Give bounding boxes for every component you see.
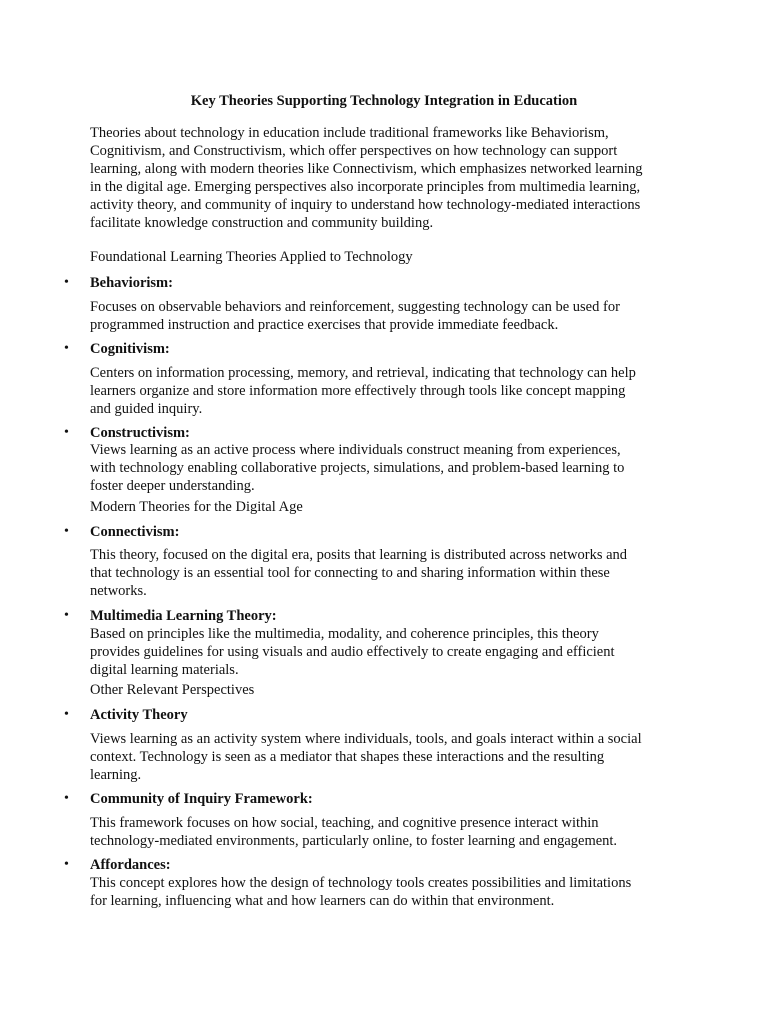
body-line: digital learning materials. xyxy=(90,662,239,678)
body-line: learning. xyxy=(90,767,142,783)
item-heading-cognitivism: Cognitivism: xyxy=(90,341,170,357)
section-heading-modern: Modern Theories for the Digital Age xyxy=(90,499,303,515)
item-body-activity-theory xyxy=(90,730,680,784)
body-line: networks. xyxy=(90,583,147,599)
bullet-icon: • xyxy=(64,341,69,356)
intro-line: Cognitivism, and Constructivism, which offer perspectives on how technology can support xyxy=(90,143,618,159)
intro-line: facilitate knowledge construction and community building. xyxy=(90,215,434,231)
section-heading-other: Other Relevant Perspectives xyxy=(90,682,255,698)
intro-line: in the digital age. Emerging perspectives also incorporate principles from multimedia learning, xyxy=(90,179,641,195)
body-line: Centers on information processing, memory, and retrieval, indicating that technology can help xyxy=(90,365,636,381)
body-line: foster deeper understanding. xyxy=(90,478,255,494)
body-line: Based on principles like the multimedia, modality, and coherence principles, this theory xyxy=(90,626,599,642)
item-heading-activity-theory: Activity Theory xyxy=(90,707,188,723)
document-title: Key Theories Supporting Technology Integration in Education xyxy=(190,93,578,109)
body-line: with technology enabling collaborative projects, simulations, and problem-based learning to xyxy=(90,460,625,476)
body-line: learners organize and store information more effectively through tools like concept mapping xyxy=(90,383,626,399)
body-line: Focuses on observable behaviors and reinforcement, suggesting technology can be used for xyxy=(90,299,620,315)
item-body-cognitivism xyxy=(90,364,680,418)
body-line: provides guidelines for using visuals and audio effectively to create engaging and efficient xyxy=(90,644,615,660)
section-heading-foundational: Foundational Learning Theories Applied to Technology xyxy=(90,249,413,265)
item-heading-behaviorism: Behaviorism: xyxy=(90,275,173,291)
intro-line: activity theory, and community of inquiry to understand how technology-mediated interactions xyxy=(90,197,641,213)
item-body-multimedia xyxy=(90,625,680,679)
body-line: Views learning as an active process where individuals construct meaning from experiences, xyxy=(90,442,621,458)
item-body-behaviorism xyxy=(90,298,680,334)
bullet-icon: • xyxy=(64,707,69,722)
bullet-icon: • xyxy=(64,791,69,806)
bullet-icon: • xyxy=(64,524,69,539)
item-body-constructivism xyxy=(90,441,680,495)
intro-line: learning, along with modern theories like Connectivism, which emphasizes networked learning xyxy=(90,161,643,177)
item-heading-constructivism: Constructivism: xyxy=(90,425,190,441)
body-line: that technology is an essential tool for connecting to and sharing information within these xyxy=(90,565,610,581)
bullet-icon: • xyxy=(64,857,69,872)
body-line: Views learning as an activity system where individuals, tools, and goals interact within a social xyxy=(90,731,642,747)
body-line: This theory, focused on the digital era, posits that learning is distributed across networks and xyxy=(90,547,628,563)
intro-line: Theories about technology in education include traditional frameworks like Behaviorism, xyxy=(90,125,609,141)
bullet-icon: • xyxy=(64,608,69,623)
body-line: technology-mediated environments, particularly online, to foster learning and engagement. xyxy=(90,833,618,849)
body-line: programmed instruction and practice exercises that provide immediate feedback. xyxy=(90,317,559,333)
bullet-icon: • xyxy=(64,275,69,290)
intro-paragraph xyxy=(90,124,680,232)
body-line: This concept explores how the design of technology tools creates possibilities and limitations xyxy=(90,875,632,891)
item-heading-community-of-inquiry: Community of Inquiry Framework: xyxy=(90,791,313,807)
body-line: and guided inquiry. xyxy=(90,401,203,417)
body-line: This framework focuses on how social, teaching, and cognitive presence interact within xyxy=(90,815,599,831)
item-heading-affordances: Affordances: xyxy=(90,857,171,873)
body-line: for learning, influencing what and how learners can do within that environment. xyxy=(90,893,555,909)
item-body-connectivism xyxy=(90,546,680,600)
body-line: context. Technology is seen as a mediator that shapes these interactions and the resulting xyxy=(90,749,605,765)
item-heading-multimedia: Multimedia Learning Theory: xyxy=(90,608,277,624)
bullet-icon: • xyxy=(64,425,69,440)
item-body-affordances xyxy=(90,874,680,910)
item-body-community-of-inquiry xyxy=(90,814,680,850)
item-heading-connectivism: Connectivism: xyxy=(90,524,180,540)
